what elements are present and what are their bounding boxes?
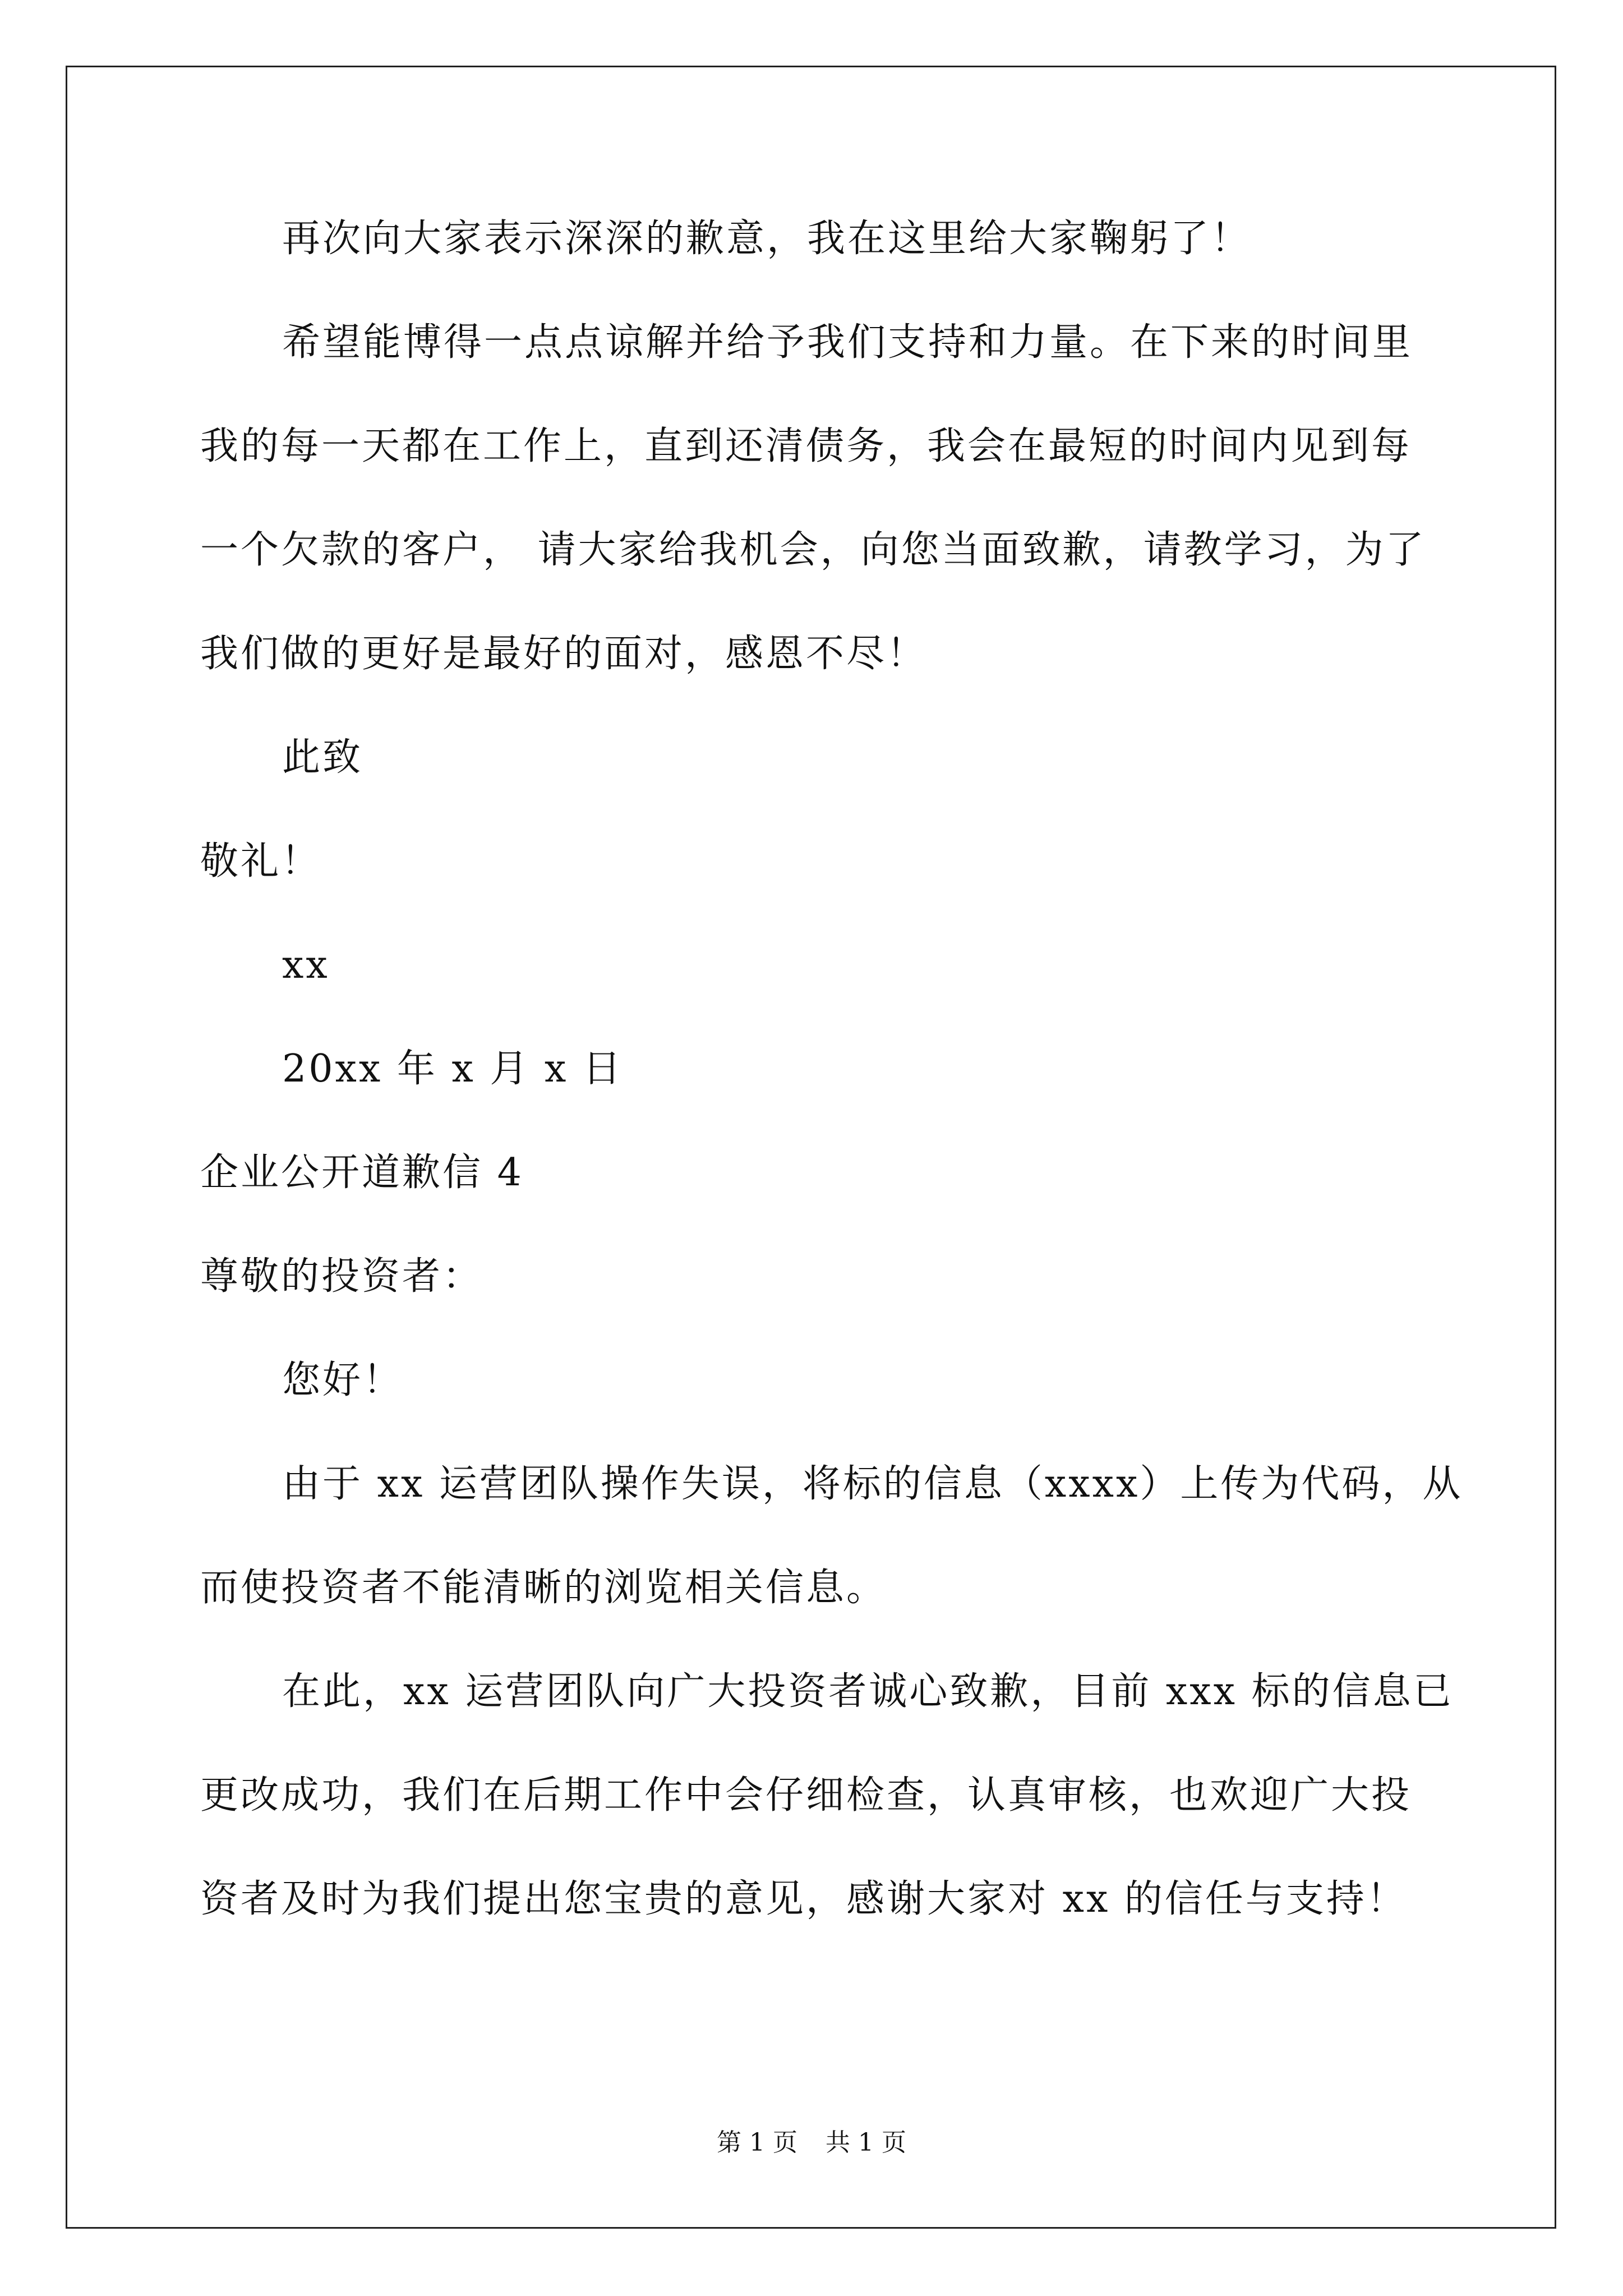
paragraph-line: 在此，xx 运营团队向广大投资者诚心致歉，目前 xxx 标的信息已 [282, 1669, 1454, 1714]
paragraph-line: 一个欠款的客户， 请大家给我机会，向您当面致歉，请教学习，为了 [200, 528, 1426, 572]
page-number-current: 第 1 页 [717, 2128, 797, 2157]
closing-line: 此致 [282, 735, 363, 780]
greeting-hello: 您好！ [282, 1358, 404, 1402]
paragraph-line: 希望能博得一点点谅解并给予我们支持和力量。在下来的时间里 [282, 320, 1413, 365]
signature-name: xx [282, 943, 330, 987]
salutation-line: 敬礼！ [200, 839, 322, 884]
paragraph-line: 更改成功，我们在后期工作中会仔细检查，认真审核，也欢迎广大投 [200, 1773, 1412, 1818]
paragraph-line: 而使投资者不能清晰的浏览相关信息。 [200, 1566, 887, 1610]
signature-date: 20xx 年 x 月 x 日 [282, 1047, 624, 1091]
paragraph-line: 我们做的更好是最好的面对，感恩不尽！ [200, 632, 928, 676]
paragraph-line: 我的每一天都在工作上，直到还清债务，我会在最短的时间内见到每 [200, 424, 1412, 468]
page-footer [0, 2126, 1623, 2160]
paragraph-line: 由于 xx 运营团队操作失误，将标的信息（xxxx）上传为代码，从 [282, 1462, 1463, 1506]
page-number-total: 共 1 页 [826, 2128, 906, 2157]
paragraph-line: 资者及时为我们提出您宝贵的意见，感谢大家对 xx 的信任与支持！ [200, 1877, 1407, 1921]
section-heading: 企业公开道歉信 4 [200, 1151, 524, 1195]
greeting-line: 尊敬的投资者： [200, 1254, 483, 1299]
paragraph-line: 再次向大家表示深深的歉意，我在这里给大家鞠躬了！ [282, 217, 1252, 261]
